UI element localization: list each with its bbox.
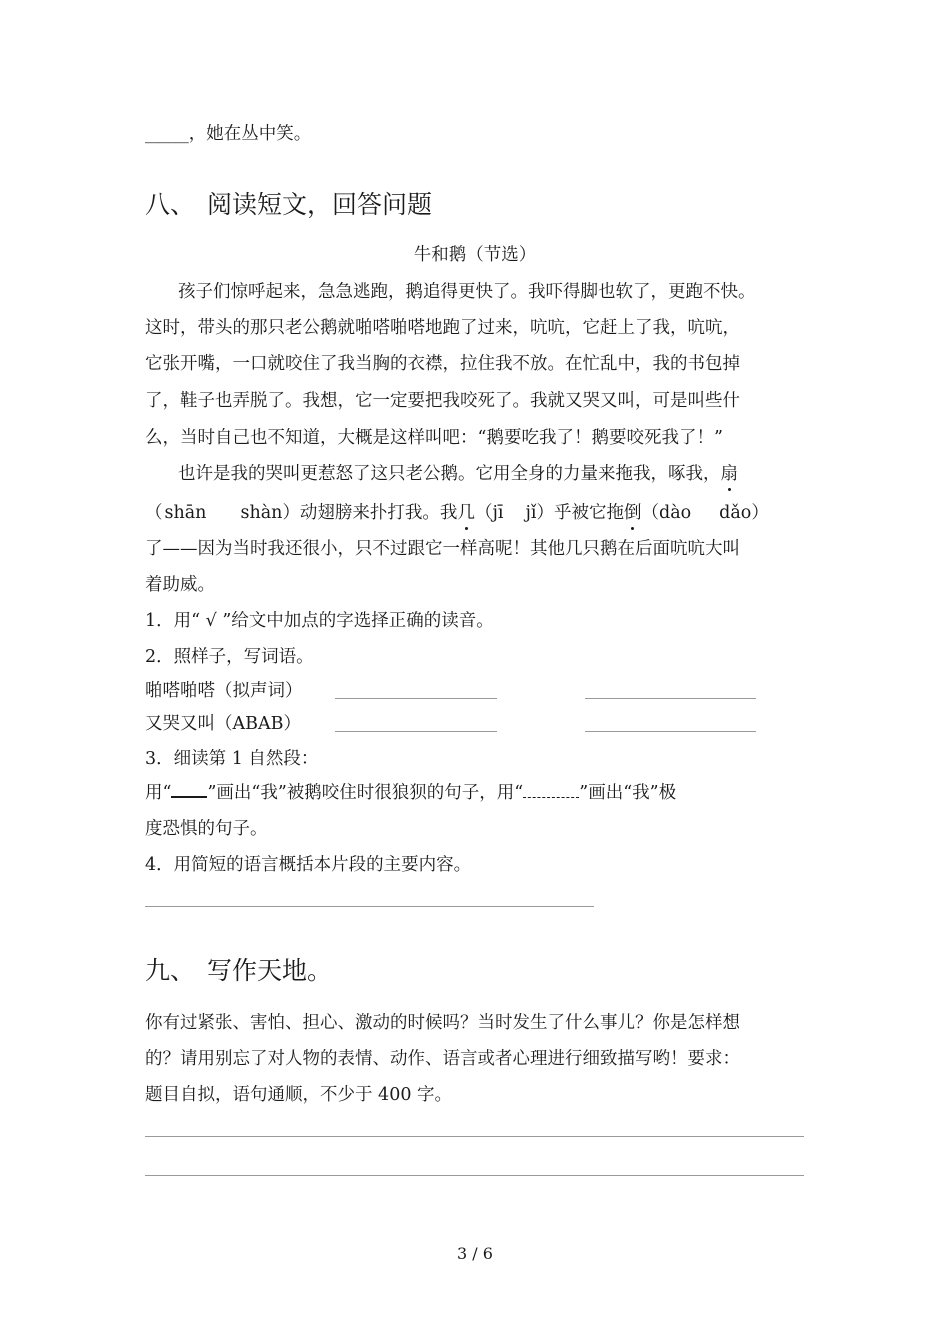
writing-rule[interactable]	[145, 1175, 804, 1176]
passage-line: 这时，带头的那只老公鹅就啪嗒啪嗒地跑了过来，吭吭，它赶上了我，吭吭，	[145, 318, 740, 338]
pinyin-option[interactable]: jī	[492, 503, 504, 523]
passage-line: 着助威。	[145, 575, 215, 595]
section-9-heading	[145, 955, 332, 987]
passage-text: ）乎被它拖	[536, 503, 624, 523]
paren: （	[474, 503, 493, 523]
passage-text: ）动翅膀来扑打我。我	[282, 503, 458, 523]
answer-line	[145, 122, 311, 146]
passage-line	[178, 462, 738, 486]
dotted-char: 扇	[720, 464, 738, 484]
question-3-instruction	[145, 781, 676, 805]
q2-example-label: 又哭又叫（ABAB）	[145, 714, 301, 734]
pinyin-option[interactable]: shàn	[240, 503, 283, 523]
question-1: 1．用“ √ ”给文中加点的字选择正确的读音。	[145, 611, 494, 631]
section-title: 阅读短文，回答问题	[207, 190, 433, 219]
q3-text: ”画出“我”极	[579, 783, 677, 803]
pinyin-option[interactable]: dǎo	[719, 503, 752, 523]
dotted-char: 倒	[624, 503, 642, 523]
page-number: 3 / 6	[457, 1244, 493, 1263]
q2-example-label: 啪嗒啪嗒（拟声词）	[145, 681, 303, 701]
answer-rule[interactable]	[335, 731, 497, 732]
dotted-char: 几	[457, 503, 475, 523]
straight-line-sample	[171, 782, 207, 798]
passage-line: 了——因为当时我还很小，只不过跟它一样高呢！其他几只鹅在后面吭吭大叫	[145, 539, 740, 559]
question-3: 3．细读第 1 自然段：	[145, 749, 319, 769]
writing-rule[interactable]	[145, 1136, 804, 1137]
question-3-instruction: 度恐惧的句子。	[145, 819, 268, 839]
pinyin-line	[145, 501, 769, 525]
writing-prompt-line: 的？请用别忘了对人物的表情、动作、语言或者心理进行细致描写哟！要求：	[145, 1049, 740, 1069]
q3-text: 用“	[145, 783, 172, 803]
section-number: 八、	[145, 190, 196, 219]
answer-rule[interactable]	[585, 731, 756, 732]
passage-line: 了，鞋子也弄脱了。我想，它一定要把我咬死了。我就又哭又叫，可是叫些什	[145, 391, 740, 411]
answer-rule[interactable]	[335, 698, 497, 699]
section-8-heading	[145, 189, 432, 221]
pinyin-option[interactable]: dào	[659, 503, 692, 523]
paren: （	[641, 503, 659, 523]
answer-rule[interactable]	[585, 698, 756, 699]
question-2: 2．照样子，写词语。	[145, 647, 314, 667]
section-number: 九、	[145, 956, 196, 985]
answer-line-text: ，她在丛中笑。	[188, 124, 312, 144]
section-title: 写作天地。	[207, 956, 333, 985]
wavy-line-sample	[523, 783, 579, 798]
paren: ）	[751, 503, 769, 523]
writing-prompt-line: 题目自拟，语句通顺，不少于 400 字。	[145, 1085, 453, 1105]
answer-rule[interactable]	[145, 906, 594, 907]
pinyin-option[interactable]: shān	[164, 503, 207, 523]
passage-line: 么，当时自己也不知道，大概是这样叫吧：“鹅要吃我了！鹅要咬死我了！”	[145, 428, 723, 448]
q3-text: ”画出“我”被鹅咬住时很狼狈的句子，用“	[207, 783, 524, 803]
passage-text: 也许是我的哭叫更惹怒了这只老公鹅。它用全身的力量来拖我，啄我，	[178, 464, 721, 484]
question-4: 4．用简短的语言概括本片段的主要内容。	[145, 855, 472, 875]
passage-line: 孩子们惊呼起来，急急逃跑，鹅追得更快了。我吓得脚也软了，更跑不快。	[178, 282, 756, 302]
pinyin-option[interactable]: jǐ	[525, 503, 537, 523]
passage-line: 它张开嘴，一口就咬住了我当胸的衣襟，拉住我不放。在忙乱中，我的书包掉	[145, 354, 740, 374]
passage-title: 牛和鹅（节选）	[413, 245, 537, 265]
answer-blank: _____	[145, 124, 189, 144]
writing-prompt-line: 你有过紧张、害怕、担心、激动的时候吗？当时发生了什么事儿？你是怎样想	[145, 1013, 740, 1033]
paren: （	[145, 503, 163, 523]
